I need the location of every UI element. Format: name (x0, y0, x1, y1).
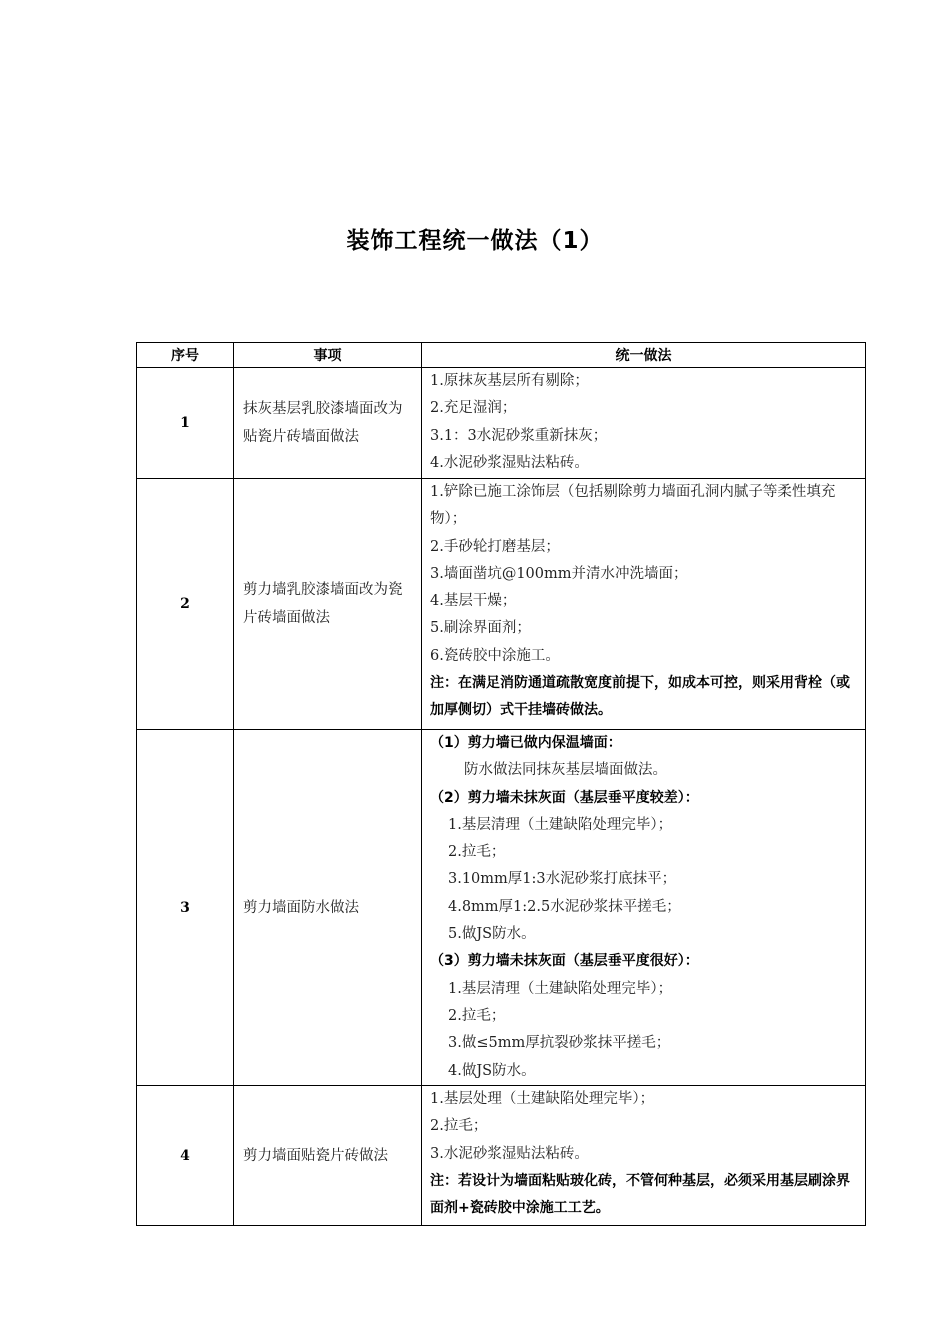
method-note: 注：若设计为墙面粘贴玻化砖，不管何种基层，必须采用基层刷涂界面剂+瓷砖胶中涂施工工艺。 (430, 1172, 850, 1217)
header-method: 统一做法 (422, 343, 866, 368)
method-step: 4.基层干燥； (430, 593, 517, 610)
method-step: 1.基层清理（土建缺陷处理完毕）； (448, 980, 673, 997)
method-step: 2.拉毛； (430, 1118, 488, 1135)
row-method (422, 1086, 866, 1226)
method-step: 2.拉毛； (448, 844, 506, 861)
method-step: 3.做≤5mm厚抗裂砂浆抹平搓毛； (448, 1035, 671, 1052)
method-step: 5.做JS防水。 (448, 926, 536, 943)
row-number: 2 (137, 479, 234, 730)
method-step: 4.水泥砂浆湿贴法粘砖。 (430, 454, 589, 471)
row-method (422, 479, 866, 730)
method-step: 3.水泥砂浆湿贴法粘砖。 (430, 1145, 589, 1162)
method-note: 注：在满足消防通道疏散宽度前提下，如成本可控，则采用背栓（或加厚侧切）式干挂墙砖做法。 (430, 675, 850, 719)
row-item: 剪力墙面贴瓷片砖做法 (234, 1086, 422, 1226)
method-step: 4.8mm厚1:2.5水泥砂浆抹平搓毛； (448, 898, 681, 915)
method-group-heading: （2）剪力墙未抹灰面（基层垂平度较差）： (430, 789, 699, 806)
method-step: 1.基层清理（土建缺陷处理完毕）； (448, 816, 673, 833)
row-number: 3 (137, 730, 234, 1086)
row-number: 4 (137, 1086, 234, 1226)
row-number: 1 (137, 368, 234, 479)
table-row (137, 1086, 866, 1226)
method-group-heading: （1）剪力墙已做内保温墙面： (430, 735, 622, 751)
method-step: 3.10mm厚1:3水泥砂浆打底抹平； (448, 871, 677, 888)
table-row (137, 479, 866, 730)
header-number: 序号 (137, 343, 234, 368)
row-item: 剪力墙乳胶漆墙面改为瓷片砖墙面做法 (234, 479, 422, 730)
method-step: 1.基层处理（土建缺陷处理完毕）； (430, 1091, 655, 1107)
method-step: 防水做法同抹灰基层墙面做法。 (464, 762, 667, 779)
table-row (137, 730, 866, 1086)
header-item: 事项 (234, 343, 422, 368)
method-step: 3.1：3水泥砂浆重新抹灰； (430, 427, 608, 444)
method-step: 2.手砂轮打磨基层； (430, 538, 560, 555)
method-step: 4.做JS防水。 (448, 1062, 536, 1079)
table-header-row (137, 343, 866, 368)
method-step: 3.墙面凿坑@100mm并清水冲洗墙面； (430, 565, 688, 582)
row-item: 剪力墙面防水做法 (234, 730, 422, 1086)
page-title: 装饰工程统一做法（1） (346, 228, 604, 254)
row-method (422, 730, 866, 1086)
construction-methods-table (136, 342, 866, 1226)
method-step: 5.刷涂界面剂； (430, 620, 531, 637)
method-step: 1.铲除已施工涂饰层（包括剔除剪力墙面孔洞内腻子等柔性填充物）； (430, 484, 836, 528)
table-row (137, 368, 866, 479)
method-step: 6.瓷砖胶中涂施工。 (430, 647, 560, 664)
row-item: 抹灰基层乳胶漆墙面改为贴瓷片砖墙面做法 (234, 368, 422, 479)
method-step: 2.拉毛； (448, 1007, 506, 1024)
method-group-heading: （3）剪力墙未抹灰面（基层垂平度很好）： (430, 953, 699, 970)
method-step: 2.充足湿润； (430, 400, 517, 417)
row-method (422, 368, 866, 479)
method-step: 1.原抹灰基层所有剔除； (430, 373, 589, 389)
